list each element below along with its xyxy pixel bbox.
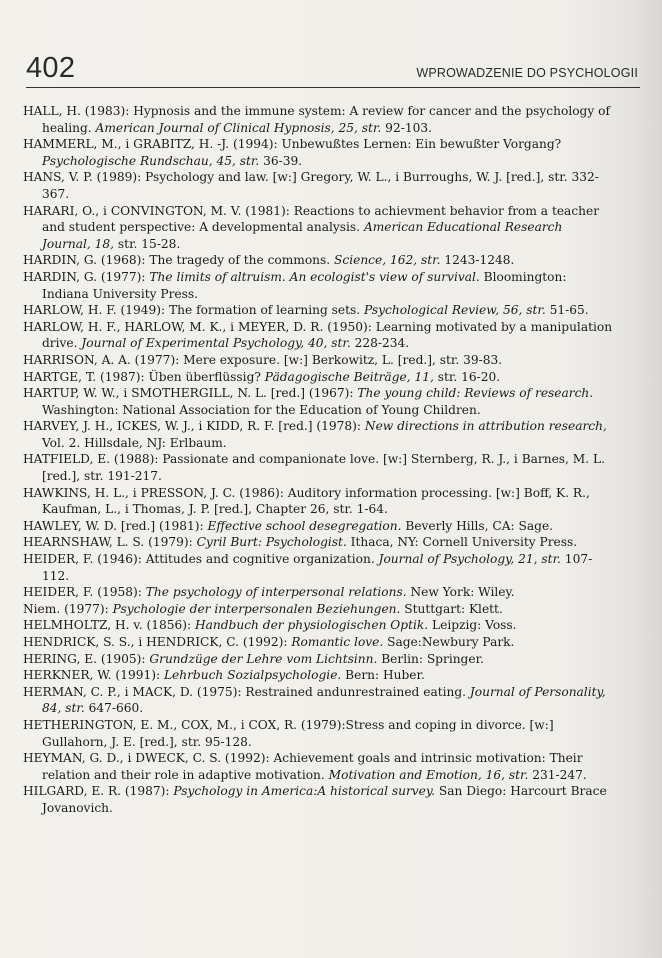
bibliography-entry: HELMHOLTZ, H. v. (1856): Handbuch der physiologischen Optik. Leipzig: Voss. <box>23 618 517 633</box>
bibliography-entry: HARRISON, A. A. (1977): Mere exposure. [w:] Berkowitz, L. [red.], str. 39-83. <box>23 352 503 367</box>
page-number: 402 <box>26 52 76 84</box>
bibliography-entry: HARTUP, W. W., i SMOTHERGILL, N. L. [red.] (1967): The young child: Reviews of research. Washington: National Association for the Education of Young Children. <box>23 386 594 417</box>
bibliography-entry: HARLOW, H. F. (1949): The formation of learning sets. Psychological Review, 56, str. 51-65. <box>23 303 589 318</box>
bibliography-entry: HERMAN, C. P., i MACK, D. (1975): Restrained andunrestrained eating. Journal of Personality, 84, str. 647-660. <box>23 684 606 716</box>
bibliography-entry: HAWKINS, H. L., i PRESSON, J. C. (1986): Auditory information processing. [w:] Boff, K. R., Kaufman, L., i Thomas, J. P. [red.], Chapter 26, str. 1-64. <box>23 485 590 517</box>
bibliography-entry: HANS, V. P. (1989): Psychology and law. [w:] Gregory, W. L., i Burroughs, W. J. [red.], str. 332-367. <box>23 170 599 201</box>
bibliography-entry: HATFIELD, E. (1988): Passionate and companionate love. [w:] Sternberg, R. J., i Barnes, M. L. [red.], str. 191-217. <box>23 452 606 484</box>
bibliography-entry: HAWLEY, W. D. [red.] (1981): Effective school desegregation. Beverly Hills, CA: Sage. <box>23 518 554 533</box>
header-rule <box>26 87 640 88</box>
bibliography-entry: HERING, E. (1905): Grundzüge der Lehre vom Lichtsinn. Berlin: Springer. <box>23 651 484 666</box>
bibliography-list <box>23 103 613 817</box>
bibliography-entry: HARVEY, J. H., ICKES, W. J., i KIDD, R. F. [red.] (1978): New directions in attribution research, Vol. 2. Hillsdale, NJ: Erlbaum. <box>23 419 607 450</box>
bibliography-entry: HEARNSHAW, L. S. (1979): Cyril Burt: Psychologist. Ithaca, NY: Cornell University Press. <box>23 535 578 550</box>
running-head: WPROWADZENIE DO PSYCHOLOGII <box>416 66 638 80</box>
bibliography-entry: HEYMAN, G. D., i DWECK, C. S. (1992): Achievement goals and intrinsic motivation: Their relation and their role in adaptive motivation. Motivation and Emotion, 16, str. 231-247. <box>23 751 587 782</box>
bibliography-entry: HALL, H. (1983): Hypnosis and the immune system: A review for cancer and the psychology of healing. American Journal of Clinical Hypnosis, 25, str. 92-103. <box>23 104 610 135</box>
bibliography-entry: HERKNER, W. (1991): Lehrbuch Sozialpsychologie. Bern: Huber. <box>23 668 425 683</box>
bibliography-entry: HEIDER, F. (1946): Attitudes and cognitive organization. Journal of Psychology, 21, str. 107-112. <box>23 552 593 583</box>
bibliography-entry: HILGARD, E. R. (1987): Psychology in America:A historical survey. San Diego: Harcourt Brace Jovanovich. <box>23 784 607 815</box>
bibliography-entry: HAMMERL, M., i GRABITZ, H. -J. (1994): Unbewußtes Lernen: Ein bewußter Vorgang? Psychologische Rundschau, 45, str. 36-39. <box>23 137 562 168</box>
bibliography-entry-continuation: Niem. (1977): Psychologie der interpersonalen Beziehungen. Stuttgart: Klett. <box>23 601 503 616</box>
bibliography-entry: HENDRICK, S. S., i HENDRICK, C. (1992): Romantic love. Sage:Newbury Park. <box>23 635 515 649</box>
bibliography-entry: HARDIN, G. (1977): The limits of altruism. An ecologist's view of survival. Bloomington: Indiana University Press. <box>23 269 567 301</box>
bibliography-entry: HARARI, O., i CONVINGTON, M. V. (1981): Reactions to achievment behavior from a teacher and student perspective: A developmental analysis. American Educational Research Journal, 18, str. 15-28. <box>23 203 600 251</box>
bibliography-entry: HARTGE, T. (1987): Üben überflüssig? Pädagogische Beiträge, 11, str. 16-20. <box>23 369 501 384</box>
page-header <box>26 52 640 92</box>
bibliography-entry: HARDIN, G. (1968): The tragedy of the commons. Science, 162, str. 1243-1248. <box>23 253 515 268</box>
bibliography-entry: HETHERINGTON, E. M., COX, M., i COX, R. (1979):Stress and coping in divorce. [w:] Gullahorn, J. E. [red.], str. 95-128. <box>23 717 554 749</box>
bibliography-entry: HARLOW, H. F., HARLOW, M. K., i MEYER, D. R. (1950): Learning motivated by a manipulation drive. Journal of Experimental Psychology, 40, str. 228-234. <box>23 319 613 351</box>
bibliography-entry: HEIDER, F. (1958): The psychology of interpersonal relations. New York: Wiley. <box>23 585 515 600</box>
